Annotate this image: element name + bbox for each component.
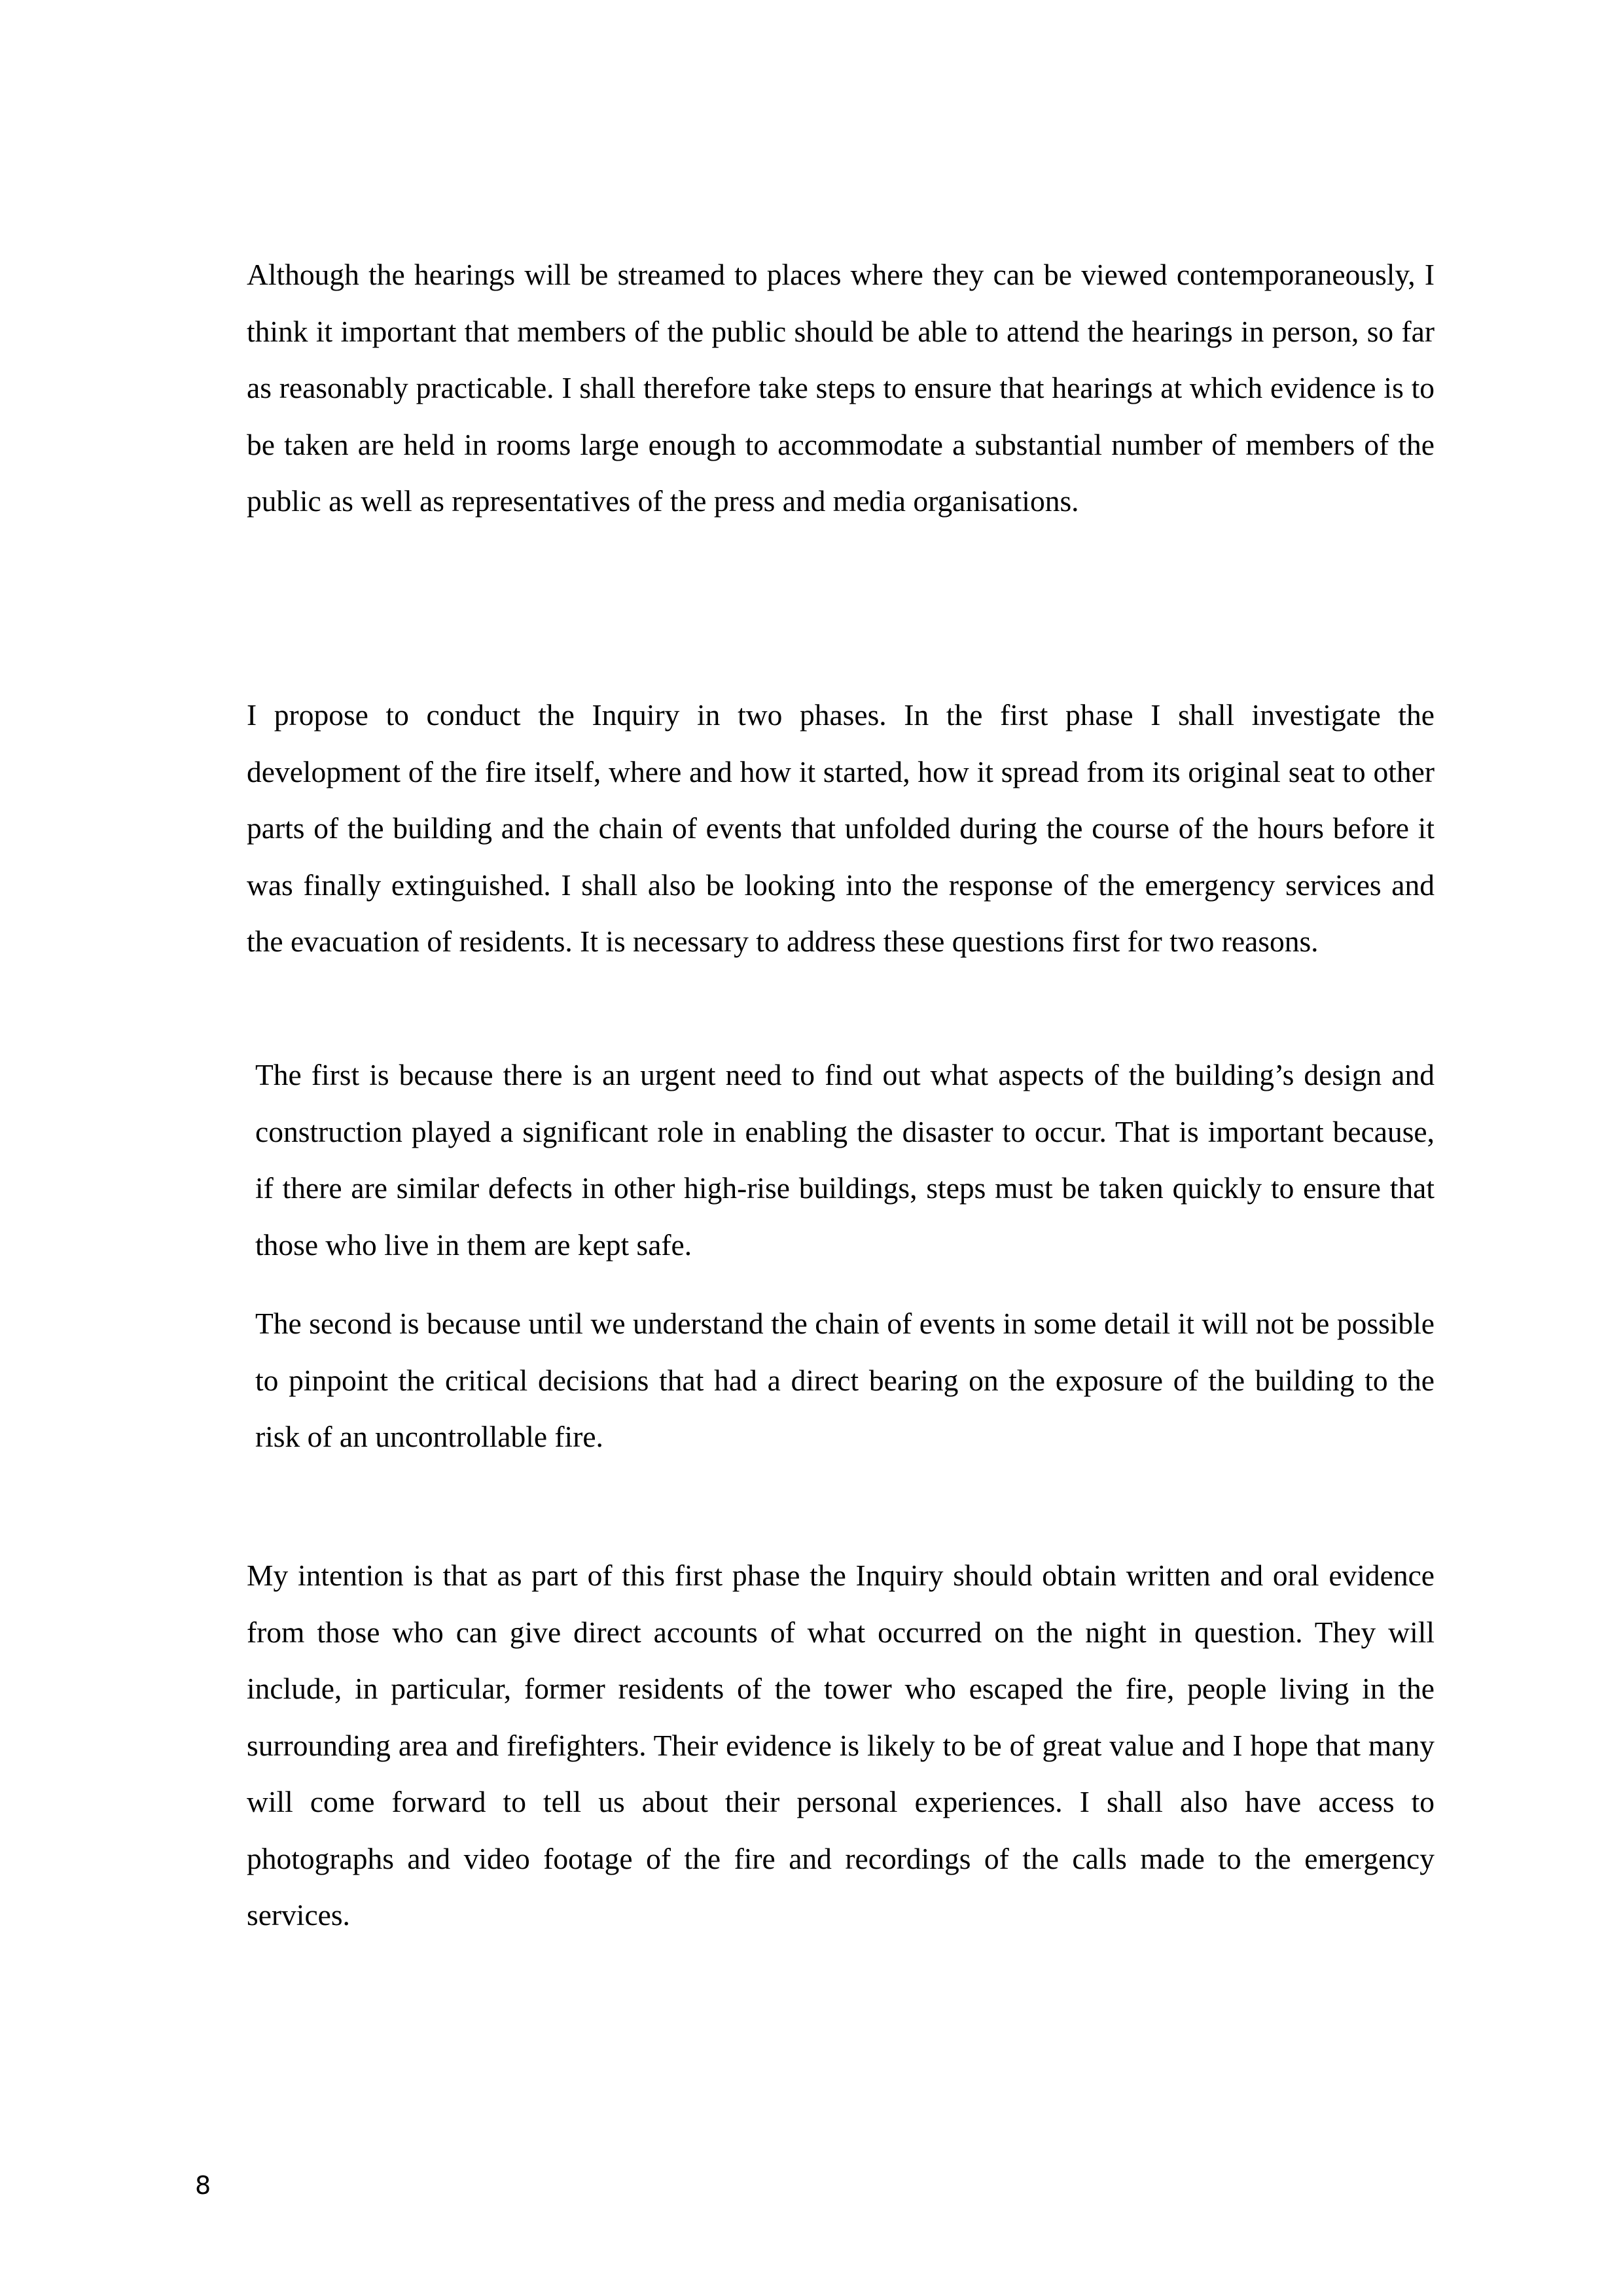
page-number: 8 xyxy=(195,2171,211,2200)
paragraph-evidence-gathering: My intention is that as part of this first phase the Inquiry should obtain written and oral evidence from those who can give direct accounts of what occurred on the night in question. They will include, in particular, former residents of the tower who escaped the fire, people living in the surrounding area and firefighters. Their evidence is likely to be of great value and I hope that many will come forward to tell us about their personal experiences. I shall also have access to photographs and video footage of the fire and recordings of the calls made to the emergency services. xyxy=(247,1559,1435,1932)
paragraph-public-attendance: Although the hearings will be streamed to places where they can be viewed contemporaneously, I think it important that members of the public should be able to attend the hearings in person, so far as reasonably practicable. I shall therefore take steps to ensure that hearings at which evidence is to be taken are held in rooms large enough to accommodate a substantial number of members of the public as well as representatives of the press and media organisations. xyxy=(247,258,1435,518)
paragraph-first-reason: The first is because there is an urgent need to find out what aspects of the building’s design and construction played a significant role in enabling the disaster to occur. That is important because, if there are similar defects in other high-rise buildings, steps must be taken quickly to ensure that those who live in them are kept safe. xyxy=(255,1058,1435,1262)
paragraph-two-phases: I propose to conduct the Inquiry in two phases. In the first phase I shall investigate the development of the fire itself, where and how it started, how it spread from its original seat to other parts of the building and the chain of events that unfolded during the course of the hours before it was finally extinguished. I shall also be looking into the response of the emergency services and the evacuation of residents. It is necessary to address these questions first for two reasons. xyxy=(247,698,1435,958)
paragraph-second-reason: The second is because until we understand the chain of events in some detail it will not be possible to pinpoint the critical decisions that had a direct bearing on the exposure of the building to the risk of an uncontrollable fire. xyxy=(255,1307,1435,1453)
